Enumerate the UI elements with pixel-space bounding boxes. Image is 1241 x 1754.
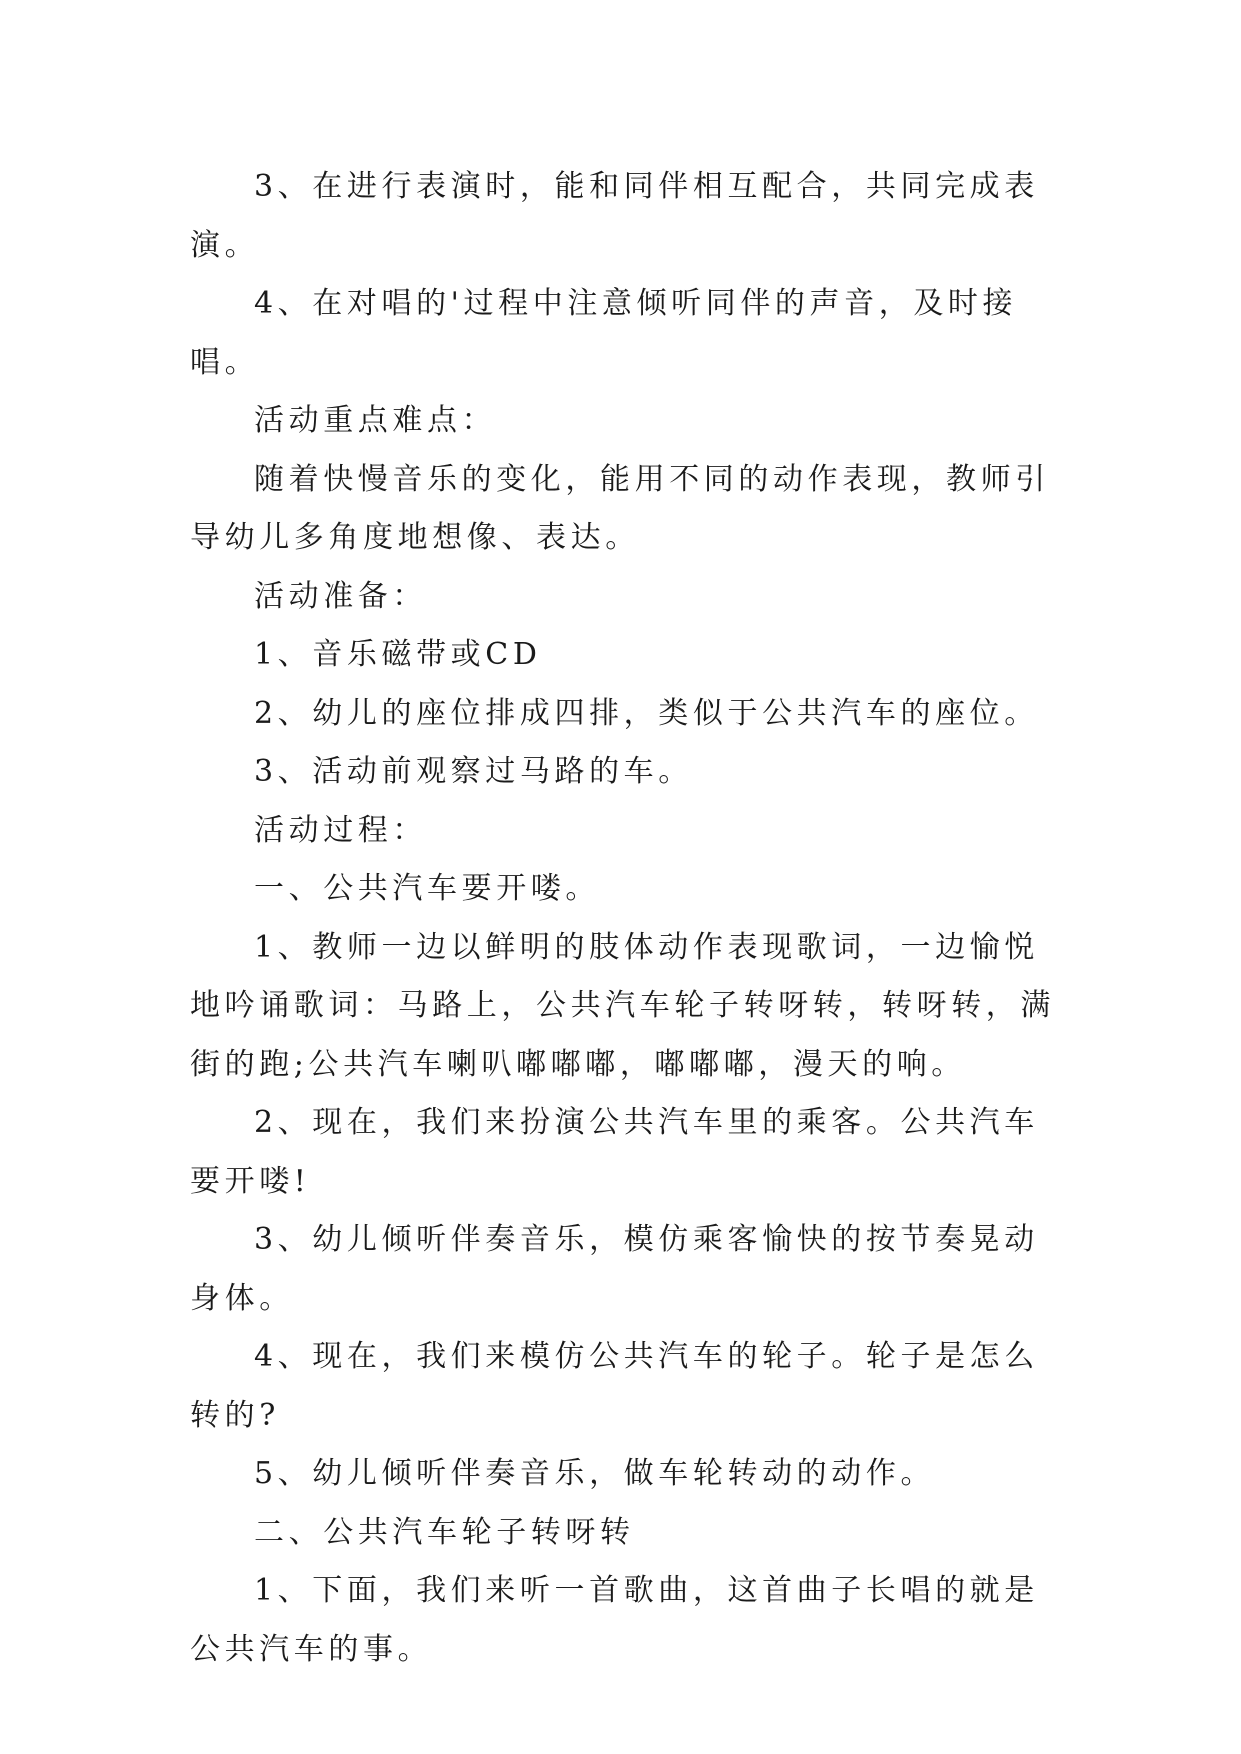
- paragraph-prep-2: 2、幼儿的座位排成四排，类似于公共汽车的座位。: [254, 695, 1039, 731]
- paragraph-step-1-4: 4、现在，我们来模仿公共汽车的轮子。轮子是怎么转的?: [190, 1339, 1039, 1433]
- paragraph-step-2-1: 1、下面，我们来听一首歌曲，这首曲子长唱的就是公共汽车的事。: [190, 1573, 1039, 1667]
- paragraph-key-points: 随着快慢音乐的变化，能用不同的动作表现，教师引导幼儿多角度地想像、表达。: [190, 461, 1050, 555]
- paragraph-prep-3: 3、活动前观察过马路的车。: [254, 754, 693, 789]
- document-body: [190, 158, 1070, 1679]
- paragraph-step-1-2: 2、现在，我们来扮演公共汽车里的乘客。公共汽车要开喽!: [190, 1105, 1039, 1199]
- paragraph-goal-4: 4、在对唱的'过程中注意倾听同伴的声音，及时接唱。: [190, 286, 1018, 380]
- section-heading-2: 二、公共汽车轮子转呀转: [254, 1514, 635, 1550]
- paragraph-step-1-1: 1、教师一边以鲜明的肢体动作表现歌词，一边愉悦地吟诵歌词：马路上，公共汽车轮子转呀转，转呀转，满街的跑;公共汽车喇叭嘟嘟嘟，嘟嘟嘟，漫天的响。: [190, 929, 1055, 1082]
- heading-key-points: 活动重点难点：: [254, 403, 497, 438]
- heading-preparation: 活动准备：: [254, 578, 427, 614]
- section-heading-1: 一、公共汽车要开喽。: [254, 871, 600, 906]
- paragraph-step-1-3: 3、幼儿倾听伴奏音乐，模仿乘客愉快的按节奏晃动身体。: [190, 1222, 1039, 1316]
- paragraph-goal-3: 3、在进行表演时，能和同伴相互配合，共同完成表演。: [190, 169, 1039, 263]
- paragraph-prep-1: 1、音乐磁带或CD: [254, 637, 542, 672]
- heading-process: 活动过程：: [254, 812, 427, 848]
- paragraph-step-1-5: 5、幼儿倾听伴奏音乐，做车轮转动的动作。: [254, 1456, 936, 1491]
